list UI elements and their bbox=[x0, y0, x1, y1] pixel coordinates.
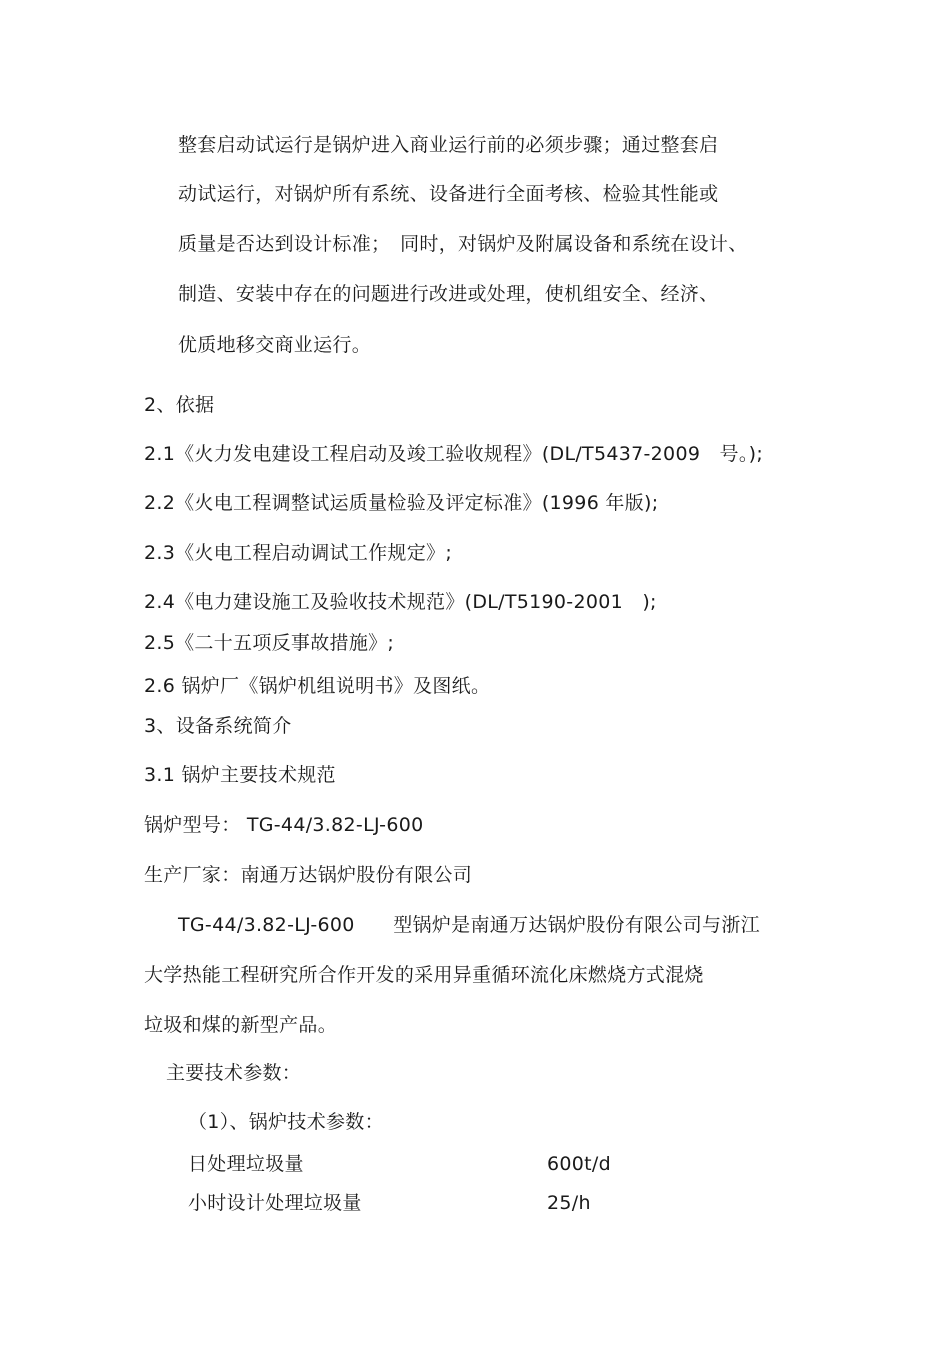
basis-item-2-3: 2.3《火电工程启动调试工作规定》; bbox=[144, 542, 453, 564]
basis-item-2-6: 2.6 锅炉厂《锅炉机组说明书》及图纸。 bbox=[144, 675, 491, 697]
param-value-daily-capacity: 600t/d bbox=[547, 1153, 611, 1175]
param-label-hourly-capacity: 小时设计处理垃圾量 bbox=[188, 1192, 362, 1214]
section-2-heading: 2、依据 bbox=[144, 394, 215, 416]
param-value-hourly-capacity: 25/h bbox=[547, 1192, 591, 1214]
manufacturer-line: 生产厂家：南通万达锅炉股份有限公司 bbox=[144, 864, 473, 886]
section-3-1-heading: 3.1 锅炉主要技术规范 bbox=[144, 764, 336, 786]
intro-line-1: 整套启动试运行是锅炉进入商业运行前的必须步骤；通过整套启 bbox=[178, 134, 719, 156]
intro-line-5: 优质地移交商业运行。 bbox=[178, 334, 372, 356]
boiler-model-line: 锅炉型号： TG-44/3.82-LJ-600 bbox=[144, 814, 424, 836]
basis-item-2-1: 2.1《火力发电建设工程启动及竣工验收规程》(DL/T5437-2009 号。); bbox=[144, 443, 764, 465]
section-3-heading: 3、设备系统简介 bbox=[144, 715, 292, 737]
boiler-params-heading: （1）、锅炉技术参数： bbox=[188, 1111, 384, 1133]
description-line-3: 垃圾和煤的新型产品。 bbox=[144, 1014, 338, 1036]
description-line-2: 大学热能工程研究所合作开发的采用异重循环流化床燃烧方式混烧 bbox=[144, 964, 704, 986]
intro-line-4: 制造、安装中存在的问题进行改进或处理，使机组安全、经济、 bbox=[178, 283, 719, 305]
intro-line-2: 动试运行，对锅炉所有系统、设备进行全面考核、检验其性能或 bbox=[178, 183, 719, 205]
intro-line-3: 质量是否达到设计标准； 同时，对锅炉及附属设备和系统在设计、 bbox=[178, 233, 748, 255]
main-params-heading: 主要技术参数： bbox=[166, 1062, 302, 1084]
param-label-daily-capacity: 日处理垃圾量 bbox=[188, 1153, 304, 1175]
basis-item-2-5: 2.5《二十五项反事故措施》; bbox=[144, 632, 395, 654]
description-line-1: TG-44/3.82-LJ-600 型锅炉是南通万达锅炉股份有限公司与浙江 bbox=[178, 914, 760, 936]
basis-item-2-2: 2.2《火电工程调整试运质量检验及评定标准》(1996 年版); bbox=[144, 492, 659, 514]
basis-item-2-4: 2.4《电力建设施工及验收技术规范》(DL/T5190-2001 ); bbox=[144, 591, 657, 613]
